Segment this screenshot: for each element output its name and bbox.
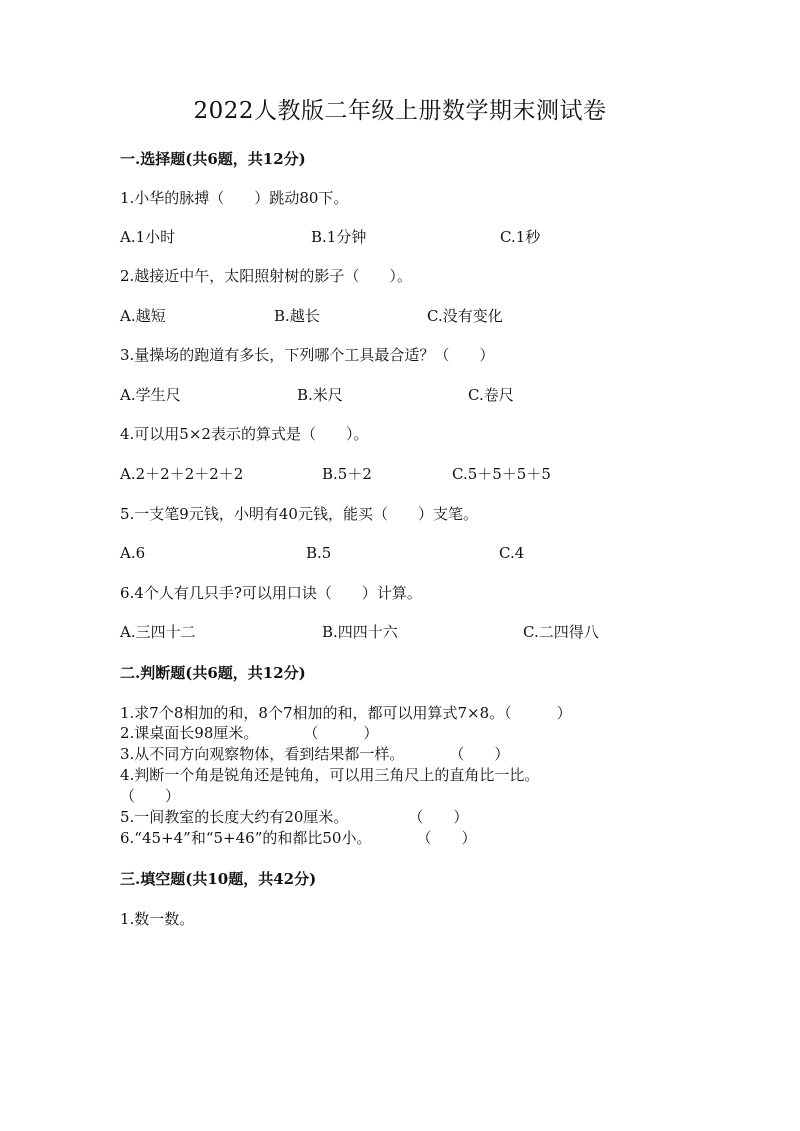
page-title: 2022人教版二年级上册数学期末测试卷 — [193, 98, 607, 124]
judge-item-continuation: （ ） — [120, 787, 181, 805]
question-text: 3.量操场的跑道有多长，下列哪个工具最合适？（ ） — [120, 346, 495, 364]
judge-item: 6.“45+4”和“5+46”的和都比50小。 （ ） — [120, 829, 477, 847]
option-c: C.5＋5＋5＋5 — [452, 465, 551, 483]
question-text: 1.数一数。 — [120, 910, 195, 928]
option-b: B.1分钟 — [311, 228, 367, 246]
section-heading-judge: 二.判断题(共6题，共12分) — [120, 664, 306, 682]
question-text: 5.一支笔9元钱，小明有40元钱，能买（ ）支笔。 — [120, 505, 478, 523]
option-c: C.4 — [499, 544, 525, 562]
option-b: B.5＋2 — [322, 465, 372, 483]
option-a: A.三四十二 — [120, 623, 196, 641]
section-heading-fill: 三.填空题(共10题，共42分) — [120, 870, 317, 888]
option-b: B.5 — [306, 544, 332, 562]
option-b: B.四四十六 — [322, 623, 398, 641]
question-text: 1.小华的脉搏（ ）跳动80下。 — [120, 189, 349, 207]
judge-item: 1.求7个8相加的和，8个7相加的和，都可以用算式7×8。（ ） — [120, 704, 572, 722]
option-b: B.越长 — [274, 307, 320, 325]
option-a: A.1小时 — [120, 228, 176, 246]
judge-item: 2.课桌面长98厘米。 （ ） — [120, 724, 379, 742]
judge-item: 4.判断一个角是锐角还是钝角，可以用三角尺上的直角比一比。 — [120, 766, 540, 784]
judge-item: 3.从不同方向观察物体，看到结果都一样。 （ ） — [120, 745, 510, 763]
option-b: B.米尺 — [297, 386, 343, 404]
option-c: C.没有变化 — [427, 307, 503, 325]
option-a: A.学生尺 — [120, 386, 181, 404]
judge-item: 5.一间教室的长度大约有20厘米。 （ ） — [120, 808, 469, 826]
section-heading-choice: 一.选择题(共6题，共12分) — [120, 150, 306, 168]
question-text: 2.越接近中午，太阳照射树的影子（ ）。 — [120, 267, 412, 285]
option-a: A.6 — [120, 544, 146, 562]
option-c: C.二四得八 — [523, 623, 599, 641]
question-text: 4.可以用5×2表示的算式是（ ）。 — [120, 425, 369, 443]
option-a: A.2＋2＋2＋2＋2 — [120, 465, 244, 483]
question-text: 6.4个人有几只手?可以用口诀（ ）计算。 — [120, 584, 422, 602]
option-c: C.卷尺 — [468, 386, 514, 404]
option-c: C.1秒 — [500, 228, 541, 246]
option-a: A.越短 — [120, 307, 166, 325]
